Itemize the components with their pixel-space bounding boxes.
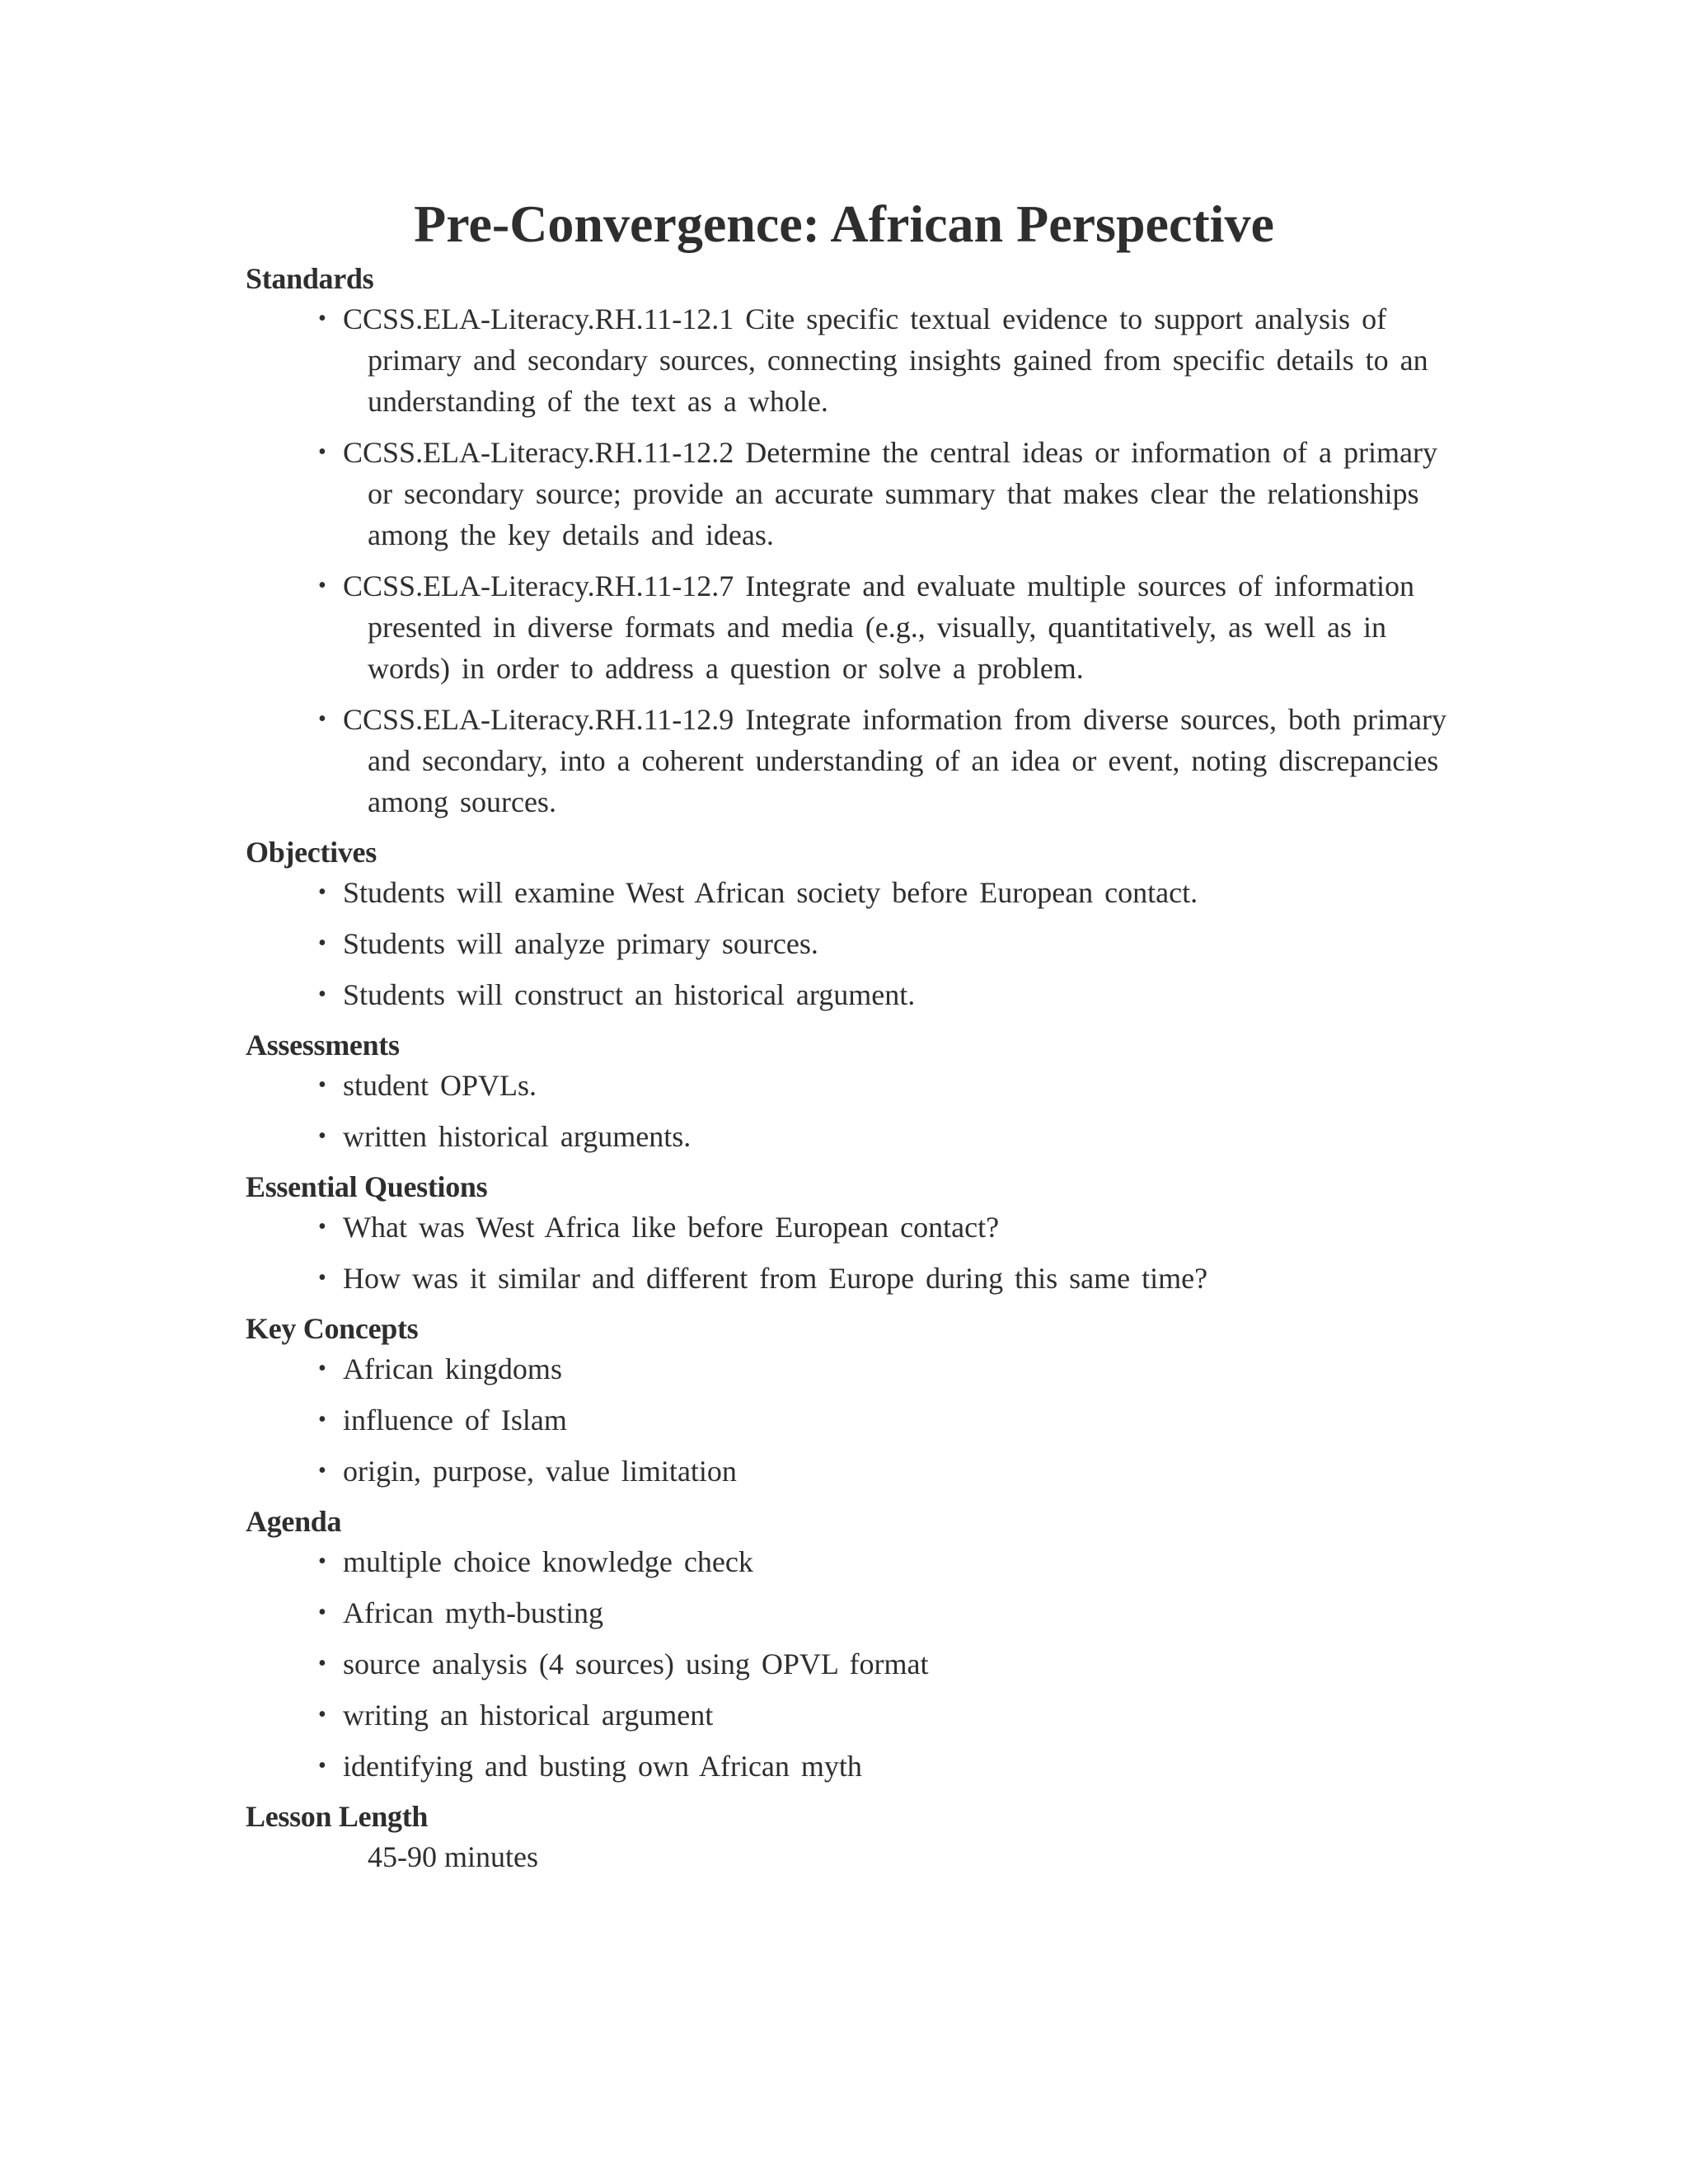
objective-text: Students will construct an historical argument.	[343, 978, 916, 1011]
standards-section	[246, 259, 1449, 823]
bullet-icon: •	[318, 1549, 326, 1574]
list-item	[246, 1592, 1449, 1633]
lesson-length-section	[246, 1797, 1449, 1877]
objectives-heading: Objectives	[246, 836, 377, 869]
bullet-icon: •	[318, 1651, 326, 1676]
concept-text: influence of Islam	[343, 1404, 567, 1436]
lesson-length-value: 45-90 minutes	[368, 1840, 538, 1873]
agenda-text: multiple choice knowledge check	[343, 1545, 753, 1578]
bullet-icon: •	[318, 1458, 326, 1483]
list-item	[246, 1694, 1449, 1736]
assessments-list	[246, 1065, 1449, 1157]
list-item	[246, 1348, 1449, 1390]
list-item	[246, 298, 1449, 422]
standard-text: CCSS.ELA-Literacy.RH.11-12.1 Cite specific textual evidence to support analysis of primary and secondary sources, connecting insights gained from specific details to an understanding of the text as a whole.	[343, 302, 1428, 418]
objectives-section	[246, 832, 1449, 1015]
assessments-heading: Assessments	[246, 1029, 400, 1062]
bullet-icon: •	[318, 1702, 326, 1727]
assessment-text: student OPVLs.	[343, 1069, 537, 1102]
question-text: How was it similar and different from Europe during this same time?	[343, 1262, 1208, 1295]
bullet-icon: •	[318, 439, 326, 465]
essential-questions-list	[246, 1207, 1449, 1299]
document-title: Pre-Convergence: African Perspective	[414, 194, 1274, 253]
list-item	[246, 974, 1449, 1015]
bullet-icon: •	[318, 1356, 326, 1381]
bullet-icon: •	[318, 930, 326, 956]
concept-text: African kingdoms	[343, 1352, 562, 1385]
agenda-text: African myth-busting	[343, 1596, 603, 1629]
agenda-section	[246, 1502, 1449, 1787]
assessment-text: written historical arguments.	[343, 1120, 692, 1153]
bullet-icon: •	[318, 573, 326, 598]
bullet-icon: •	[318, 706, 326, 732]
bullet-icon: •	[318, 879, 326, 905]
list-item	[246, 1541, 1449, 1582]
key-concepts-heading: Key Concepts	[246, 1312, 419, 1345]
agenda-text: identifying and busting own African myth	[343, 1750, 862, 1783]
list-item	[246, 1451, 1449, 1492]
question-text: What was West Africa like before European contact?	[343, 1211, 1000, 1244]
list-item	[246, 923, 1449, 964]
bullet-icon: •	[318, 1407, 326, 1432]
list-item	[246, 1399, 1449, 1441]
standards-list	[246, 298, 1449, 823]
objectives-list	[246, 872, 1449, 1015]
bullet-icon: •	[318, 306, 326, 331]
standard-text: CCSS.ELA-Literacy.RH.11-12.9 Integrate information from diverse sources, both primary and secondary, into a coherent understanding of an idea or event, noting discrepancies among sources.	[343, 703, 1447, 818]
list-item	[246, 1746, 1449, 1787]
bullet-icon: •	[318, 1072, 326, 1098]
bullet-icon: •	[318, 982, 326, 1007]
list-item	[246, 1116, 1449, 1157]
key-concepts-list	[246, 1348, 1449, 1492]
lesson-length-heading: Lesson Length	[246, 1800, 429, 1833]
agenda-heading: Agenda	[246, 1505, 342, 1538]
list-item	[246, 565, 1449, 689]
standard-text: CCSS.ELA-Literacy.RH.11-12.2 Determine the central ideas or information of a primary or secondary source; provide an accurate summary that makes clear the relationships among the key details and ideas.	[343, 436, 1437, 551]
list-item	[246, 699, 1449, 823]
list-item	[246, 1065, 1449, 1106]
bullet-icon: •	[318, 1123, 326, 1149]
list-item	[246, 1207, 1449, 1248]
objective-text: Students will analyze primary sources.	[343, 927, 818, 960]
key-concepts-section	[246, 1309, 1449, 1492]
list-item	[246, 432, 1449, 555]
concept-text: origin, purpose, value limitation	[343, 1455, 737, 1488]
bullet-icon: •	[318, 1600, 326, 1625]
assessments-section	[246, 1025, 1449, 1157]
list-item	[246, 872, 1449, 913]
essential-questions-heading: Essential Questions	[246, 1170, 488, 1203]
essential-questions-section	[246, 1167, 1449, 1299]
list-item	[246, 1258, 1449, 1299]
standard-text: CCSS.ELA-Literacy.RH.11-12.7 Integrate and evaluate multiple sources of information presented in diverse formats and media (e.g., visually, quantitatively, as well as in words) in order to address a question or solve a problem.	[343, 569, 1414, 685]
bullet-icon: •	[318, 1753, 326, 1779]
document-body	[246, 259, 1449, 1877]
agenda-list	[246, 1541, 1449, 1787]
objective-text: Students will examine West African society before European contact.	[343, 876, 1198, 909]
agenda-text: source analysis (4 sources) using OPVL format	[343, 1647, 929, 1680]
agenda-text: writing an historical argument	[343, 1699, 714, 1732]
list-item	[246, 1643, 1449, 1685]
standards-heading: Standards	[246, 262, 374, 295]
bullet-icon: •	[318, 1214, 326, 1240]
bullet-icon: •	[318, 1265, 326, 1291]
